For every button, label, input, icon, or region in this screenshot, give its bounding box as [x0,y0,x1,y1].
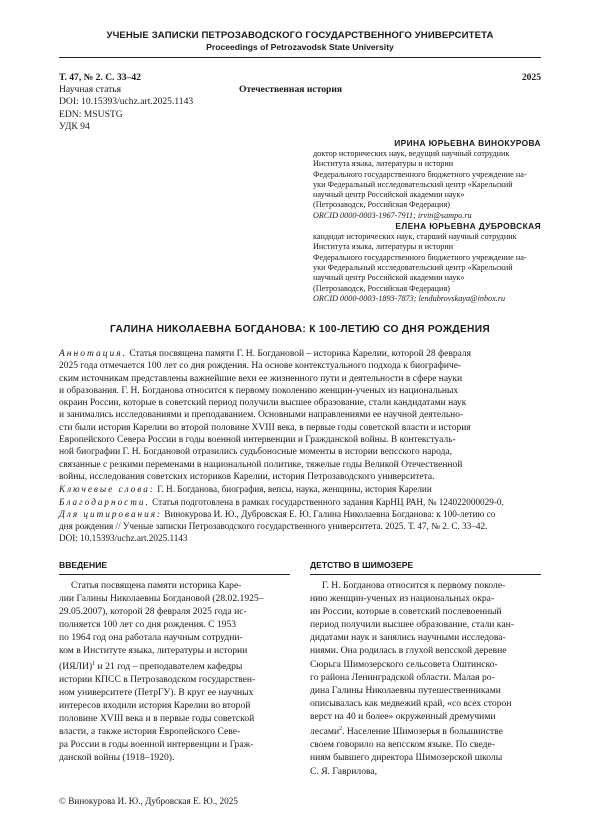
body-line: ном университете (ПетрГУ). В круг ее научных [59,686,254,698]
keywords-text: Г. Н. Богданова, биография, вепсы, наука, женщины, история Карелии [154,484,432,495]
affiliation-line: Института языка, литературы и истории [313,242,454,252]
body-line: 29.05.2007), которой 28 февраля 2025 года ис- [59,606,247,618]
abstract-label: Аннотация. [59,349,127,359]
citation-label: Для цитирования: [59,508,163,519]
affiliation-line: доктор исторических наук, ведущий научный сотрудник [313,149,510,158]
footnote-ref[interactable]: 1 [92,660,96,667]
abstract-line: и занимались исследованиями и преподаванием. Основными направлениями ее научной деятельно- [59,410,464,421]
body-line: данской войны (1918–1920). [59,752,175,764]
journal-title-en: Proceedings of Petrozavodsk State University [206,42,394,52]
body-line: ниями. Она родилась в глухой вепсской деревне [310,645,507,657]
body-line: истории КПСС в Петрозаводском государствен- [59,673,256,685]
body-line: своем говорило на вепсском языке. По сведе- [310,739,495,751]
body-line: Статья посвящена памяти историка Каре- [71,580,242,591]
citation-doi: DOI: 10.15393/uchz.art.2025.1143 [59,533,188,544]
citation-text: дня рождения // Ученые записки Петрозаводского государственного университета. 2025. Т. 47, № 2. С. 33–42. [59,521,488,532]
article-title: ГАЛИНА НИКОЛАЕВНА БОГДАНОВА: К 100-ЛЕТИЮ СО ДНЯ РОЖДЕНИЯ [110,324,490,335]
body-line: Г. Н. Богданова относится к первому поколе- [322,580,506,591]
keywords-label: Ключевые слова: [59,484,155,495]
body-line: интересов входили история Карелии во второй [59,700,251,712]
copyright: © Винокурова И. Ю., Дубровская Е. Ю., 2025 [59,796,238,806]
article-type: Научная статья [59,84,122,96]
body-line: лии Галины Николаевны Богдановой (28.02.1925– [59,593,264,605]
affiliation-line: научный центр Российской академии наук» [313,190,465,200]
body-line: . Население Шимозерья в большинстве [342,726,503,738]
body-line: дидатами наук и занялись научными исследова- [310,632,506,644]
edn: EDN: MSUSTG [59,108,123,120]
authors-block [313,138,541,304]
childhood-column [310,560,541,778]
acknowledgements-text: Статья подготовлена в рамках государственного задания КарНЦ РАН, № 124022000029-0. [149,496,504,507]
childhood-heading: ДЕТСТВО В ШИМОЗЕРЕ [310,560,541,575]
body-line: го района Ленинградской области. Малая ро- [310,671,495,683]
body-line: ин России, которые в советский послевоенный [310,606,502,618]
year: 2025 [521,72,541,83]
article-meta [59,72,541,133]
abstract-block [59,348,541,545]
abstract-line: Европейского Севера России в годы военной интервенции и Гражданской войны. В контекстуаль- [59,435,456,446]
affiliation-line: уки Федеральный исследовательский центр «Карельский [313,179,513,189]
acknowledgements [59,496,541,508]
intro-column [59,560,290,765]
affiliation-line: научный центр Российской академии наук» [313,273,465,283]
body-line: власти, а также история Европейского Севе- [59,726,241,738]
orcid-email: ORCID 0000-0003-1893-7873; lendubrovskaya@inbox.ru [313,293,506,303]
abstract-line: ной биографии Г. Н. Богдановой отразились судьбоносные моменты в истории вепсского народа, [59,447,453,458]
body-line: ниям бывшего директора Шимозерской школы [310,752,503,764]
doi: DOI: 10.15393/uchz.art.2025.1143 [59,96,194,108]
body-line: описывалась как медвежий край, «со всех сторон [310,697,512,709]
citation-text: Винокурова И. Ю., Дубровская Е. Ю. Галина Николаевна Богданова: к 100-летию со [162,508,496,519]
section-name: Отечественная история [239,84,343,96]
intro-heading: ВВЕДЕНИЕ [59,560,290,575]
affiliation-line: уки Федеральный исследовательский центр «Карельский [313,262,513,272]
body-line: ра России в годы военной интервенции и Граж- [59,739,254,751]
body-line: Сюрьга Шимозерского сельсовета Оштинско- [310,658,498,670]
abstract-line: войны, исследования советских историков Карелии, история Петрозаводского университета. [59,471,435,482]
author-name: ИРИНА ЮРЬЕВНА ВИНОКУРОВА [394,138,541,148]
abstract-line: окраин России, которые в советский период получили высшее образование, стали кандидатами наук [59,398,467,409]
body-line: верст на 40 и более» окруженный дремучими [310,710,496,722]
body-line: по 1964 год она работала научным сотрудни- [59,632,243,644]
citation [59,508,541,520]
affiliation-line: Федерального государственного бюджетного учреждение на- [313,169,527,179]
footnote-ref[interactable]: 2 [339,726,343,733]
journal-title-ru: УЧЕНЫЕ ЗАПИСКИ ПЕТРОЗАВОДСКОГО ГОСУДАРСТВЕННОГО УНИВЕРСИТЕТА [106,30,494,41]
affiliation-line: Федерального государственного бюджетного учреждение на- [313,252,527,262]
body-line: С. Я. Гаврилова, [310,765,378,777]
affiliation-line: кандидат исторических наук, старший научный сотрудник [313,232,517,242]
acknowledgements-label: Благодарности. [59,496,150,507]
body-line: нию женщин-ученых из национальных окра- [310,593,495,605]
abstract-line: связанные с резкими переменами в национальной политике, тяжелые годы Великой Отечественной [59,459,463,470]
header-rule [59,57,541,58]
body-line: (ИЯЛИ) [59,660,93,672]
body-line: дина Галины Николаевны путешественниками [310,684,501,696]
body-line: период получили высшее образование, стали кан- [310,619,514,631]
keywords [59,483,541,495]
abstract-line: ским источникам представлены важнейшие вехи ее жизненного пути и деятельности в сфере науки [59,373,463,384]
abstract-line: и образования. Г. Н. Богданова относится к первому поколению женщин-ученых из национальных [59,385,459,396]
journal-header [40,30,560,53]
body-line: ком в Институте языка, литературы и истории [59,645,248,657]
volume-info: Т. 47, № 2. С. 33–42 [59,72,141,83]
body-line: и 21 год – преподавателем кафедры [95,660,243,672]
abstract-line: Статья посвящена памяти Г. Н. Богдановой – историка Карелии, которой 28 февраля [127,349,472,359]
body-line: полняется 100 лет со дня рождения. С 1953 [59,619,237,631]
udk: УДК 94 [59,120,90,132]
affiliation-line: (Петрозаводск, Российская Федерация) [313,200,450,210]
body-line: лесами [310,726,340,738]
abstract-line: 2025 года отмечается 100 лет со дня рождения. На основе контекстуального подхода к биографиче- [59,361,462,372]
body-line: половине XVIII века и в первые годы советской [59,713,255,725]
abstract-line: сти были история Карелии во второй половине XVIII века, в первые годы советской власти и история [59,422,471,433]
affiliation-line: Института языка, литературы и истории [313,159,454,169]
orcid-email: ORCID 0000-0003-1967-7911; irvin@sampo.ru [313,210,472,220]
author-name: ЕЛЕНА ЮРЬЕВНА ДУБРОВСКАЯ [395,221,541,232]
affiliation-line: (Петрозаводск, Российская Федерация) [313,283,450,293]
